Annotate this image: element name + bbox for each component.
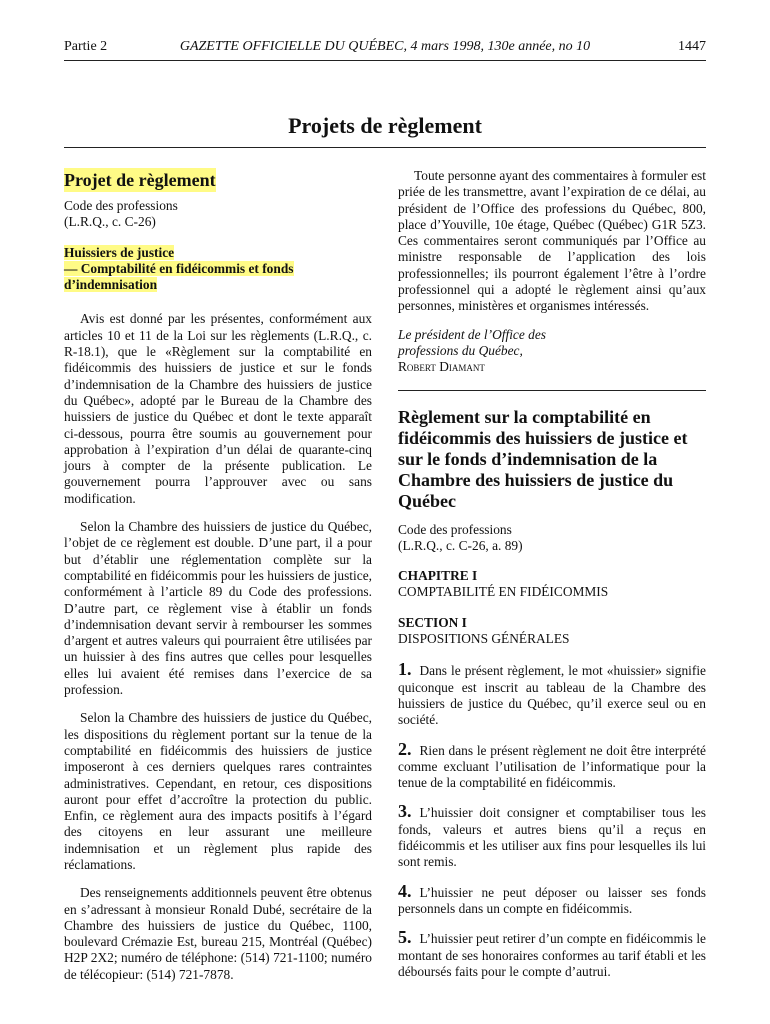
page-number: 1447: [678, 39, 706, 54]
article-text: L’huissier doit consigner et comptabiliser tous les fonds, valeurs et autres biens qu’il a reçus en fidéicommis et les utiliser aux fins pour lesquelles ils lui sont remis.: [398, 805, 706, 870]
signature-line1: Le président de l’Office des: [398, 326, 547, 342]
left-column: [64, 168, 372, 995]
section-heading-title: DISPOSITIONS GÉNÉRALES: [398, 631, 570, 647]
left-code-line1: Code des professions: [64, 198, 178, 213]
section-label: SECTION I: [398, 614, 467, 630]
notice-paragraph-1: Avis est donné par les présentes, conformément aux articles 10 et 11 de la Loi sur les règlements (L.R.Q., c. R-18.1), que le «Règlement sur la comptabilité en fidéicommis des huissiers de justice et sur le fonds d’indemnisation de la Chambre des huissiers de justice du Québec», adopté par le Bureau de la Chambre des huissiers de justice du Québec et dont le texte apparaît ci-dessous, pourra être soumis au gouvernement pour approbation à l’expiration d’un délai de quarante-cinq jours à compter de la présente publication. Le gouvernement pourra l’approuver avec ou sans modification.: [64, 311, 372, 506]
signature-name: Robert Diamant: [398, 359, 485, 375]
right-code-reference: [398, 522, 706, 555]
article-5: [398, 929, 706, 980]
subject-line1: Huissiers de justice: [64, 244, 175, 260]
article-3: [398, 803, 706, 870]
chapter-title: COMPTABILITÉ EN FIDÉICOMMIS: [398, 584, 609, 600]
right-code-line2: (L.R.Q., c. C-26, a. 89): [398, 537, 523, 553]
article-number: 5.: [398, 927, 412, 948]
section-rule: [64, 147, 706, 148]
regulation-title: Règlement sur la comptabilité en fidéicommis des huissiers de justice et sur le fonds d’indemnisation de la Chambre des huissiers de justice du Québec: [398, 406, 688, 511]
subject-line2: — Comptabilité en fidéicommis et fonds: [64, 260, 294, 276]
article-text: L’huissier ne peut déposer ou laisser ses fonds personnels dans un compte en fidéicommis.: [398, 884, 706, 916]
section-title: Projets de règlement: [288, 113, 482, 138]
article-number: 3.: [398, 801, 412, 822]
running-head-part: Partie 2: [64, 39, 108, 54]
regulation-rule: [398, 390, 706, 391]
subject-heading: [64, 245, 372, 294]
notice-paragraph-4: Des renseignements additionnels peuvent être obtenus en s’adressant à monsieur Ronald Dubé, secrétaire de la Chambre des huissiers de justice du Québec, 1100, boulevard Crémazie Est, bureau 215, Montréal (Québec) H2P 2X2; numéro de téléphone: (514) 721-1100; numéro de télécopieur: (514) 721-7878.: [64, 885, 372, 982]
comments-paragraph: Toute personne ayant des commentaires à formuler est priée de les transmettre, avant l’expiration de ce délai, au président de l’Office des professions du Québec, 800, place d’Youville, 10e étage, Québec (Québec) G1R 5Z3. Ces commentaires seront communiqués par l’Office au ministre responsable de l’application des lois professionnelles; ils pourront également l’être à l’ordre professionnel qui a adopté le règlement ainsi qu’aux personnes, ministères et organismes intéressés.: [398, 168, 706, 314]
notice-paragraph-3: Selon la Chambre des huissiers de justice du Québec, les dispositions du règlement portant sur la tenue de la comptabilité en fidéicommis des huissiers de justice imposeront à ces derniers quelques rares contraintes administratives. Cependant, en retour, ces dispositions auront pour effet d’accroître la protection du public. Enfin, ce règlement aura des impacts positifs à l’égard des citoyens en leur assurant une meilleure indemnisation et un règlement plus rapide des réclamations.: [64, 710, 372, 872]
article-2: [398, 738, 706, 792]
signature-line2: professions du Québec,: [398, 342, 523, 358]
article-text: Rien dans le présent règlement ne doit être interprété comme excluant l’utilisation de l’informatique pour la tenue de la comptabilité en fidéicommis.: [398, 742, 706, 791]
projet-title: Projet de règlement: [64, 170, 216, 190]
header-rule: [64, 60, 706, 61]
right-code-line1: Code des professions: [398, 521, 512, 537]
article-number: 2.: [398, 738, 412, 759]
article-text: L’huissier peut retirer d’un compte en fidéicommis le montant de ses honoraires conformes au tarif établi et les déboursés faits pour le compte d’autrui.: [398, 931, 706, 979]
chapter-label: CHAPITRE I: [398, 568, 478, 584]
left-code-line2: (L.R.Q., c. C-26): [64, 214, 156, 230]
article-text: Dans le présent règlement, le mot «huissier» signifie quiconque est inscrit au tableau de la Chambre des huissiers de justice du Québec, qu’il exerce seul ou en société.: [398, 663, 706, 728]
subject-line3: d’indemnisation: [64, 277, 158, 293]
chapter-heading: [398, 568, 706, 601]
notice-paragraph-2: Selon la Chambre des huissiers de justice du Québec, l’objet de ce règlement est double. D’une part, il a pour but d’établir une réglementation complète sur la comptabilité en fidéicommis pour les huissiers de justice, conformément à l’article 89 du Code des professions. D’autre part, ce règlement vise à établir un fonds d’indemnisation devant servir à rembourser les sommes d’argent et autres valeurs qui pourraient être utilisées par un huissier à des fins autres que celles pour lesquelles elles lui avaient été remises dans l’exercice de sa profession.: [64, 519, 372, 698]
signature-block: [398, 327, 706, 376]
article-number: 1.: [398, 659, 412, 680]
left-code-reference: [64, 198, 372, 231]
right-column: [398, 168, 706, 992]
section-heading: [398, 615, 706, 648]
article-number: 4.: [398, 880, 412, 901]
article-4: [398, 880, 706, 918]
running-head-title: GAZETTE OFFICIELLE DU QUÉBEC, 4 mars 1998, 130e année, no 10: [179, 39, 591, 54]
article-1: [398, 661, 706, 728]
